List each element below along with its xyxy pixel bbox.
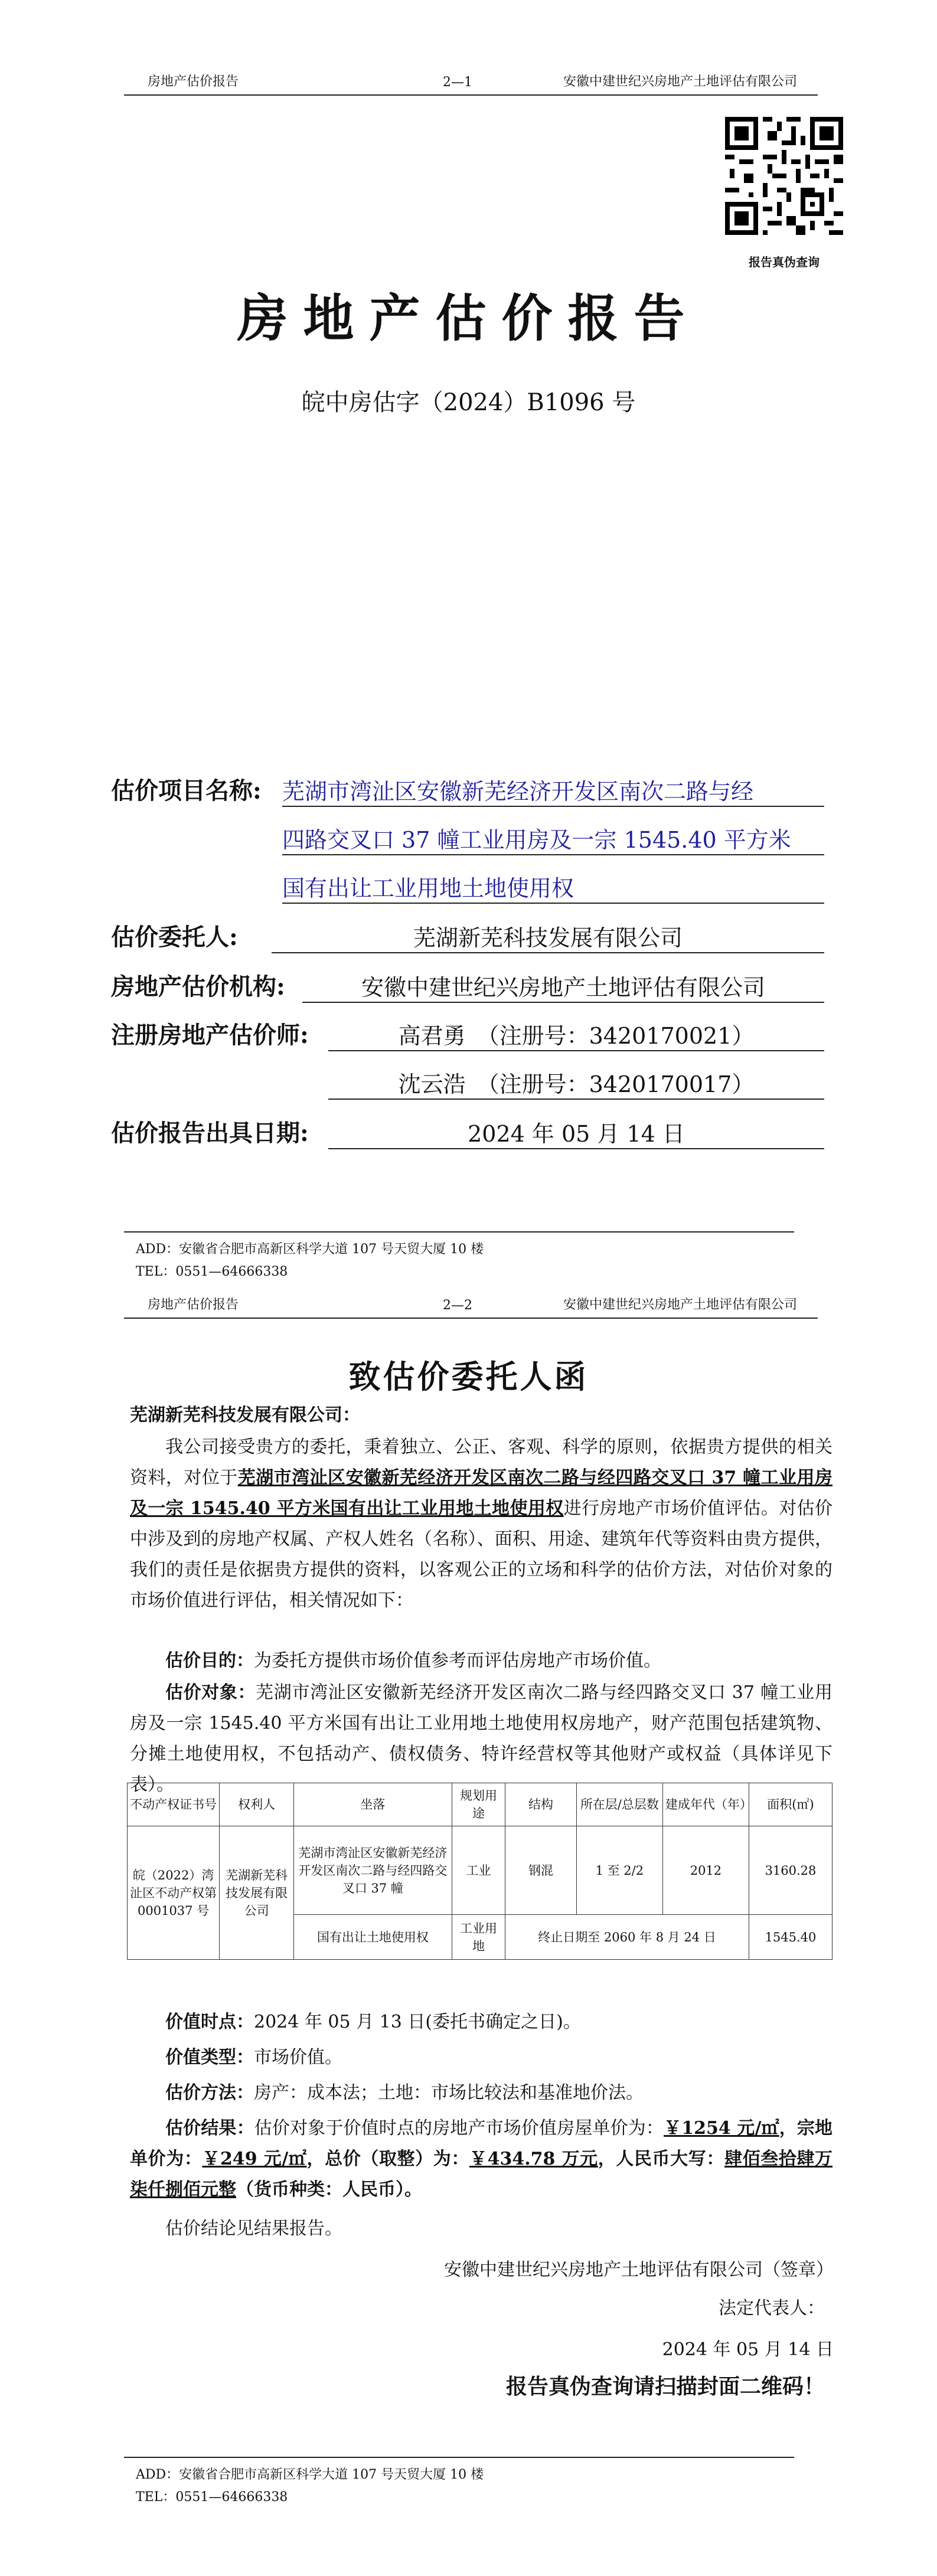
th-floor: 所在层/总层数 [576, 1783, 662, 1826]
header-company: 安徽中建世纪兴房地产土地评估有限公司 [563, 1297, 797, 1312]
th-cert: 不动产权证书号 [128, 1783, 220, 1826]
cell-cert: 皖（2022）湾沚区不动产权第0001037 号 [128, 1826, 220, 1960]
cell-structure: 钢混 [505, 1826, 577, 1915]
value-time-label: 价值时点： [165, 2012, 254, 2032]
agency-value: 安徽中建世纪兴房地产土地评估有限公司 [302, 969, 824, 1003]
th-structure: 结构 [505, 1783, 577, 1826]
th-use: 规划用途 [452, 1783, 505, 1826]
result-label: 估价结果： [165, 2118, 254, 2139]
cell-use: 工业 [452, 1826, 505, 1915]
report-title: 房地产估价报告 [237, 289, 700, 348]
signature-representative: 法定代表人： [719, 2298, 825, 2319]
footer-divider [124, 1231, 794, 1233]
result-text-d: ，人民币大写： [598, 2149, 724, 2169]
table-row [128, 1826, 832, 1915]
cell-location: 国有出让土地使用权 [294, 1915, 452, 1960]
footer-divider [124, 2457, 794, 2458]
addressee: 芜湖新芜科技发展有限公司： [130, 1405, 360, 1426]
footer-address [136, 1238, 484, 1283]
land-unit-price: ￥249 元/㎡ [202, 2149, 307, 2169]
footer-tel-text: TEL：0551—64666338 [136, 1264, 288, 1279]
project-name-line-1: 芜湖市湾沚区安徽新芜经济开发区南次二路与经 [282, 773, 824, 807]
page-header [124, 1282, 818, 1319]
th-year: 建成年代（年） [662, 1783, 749, 1826]
qr-code-icon[interactable] [725, 117, 843, 235]
result-text-b: ，宗地单价为： [130, 2118, 833, 2169]
table-header-row [128, 1783, 832, 1826]
page-header [124, 59, 818, 96]
footer-address [136, 2464, 484, 2509]
header-left-text: 房地产估价报告 [148, 74, 239, 89]
object-paragraph [130, 1678, 832, 1800]
project-name-line-3: 国有出让工业用地土地使用权 [282, 870, 824, 904]
intro-text-a: 我公司接受贵方的委托，秉着独立、公正、客观、科学的原则，依据贵方提供的相关资料，对位于 [130, 1437, 832, 1488]
purpose-text: 为委托方提供市场价值参考而评估房地产市场价值。 [254, 1650, 661, 1671]
value-type-text: 市场价值。 [254, 2047, 342, 2068]
th-owner: 权利人 [220, 1783, 294, 1826]
result-text-c: ，总价（取整）为： [306, 2149, 469, 2169]
object-text: 芜湖市湾沚区安徽新芜经济开发区南次二路与经四路交叉口 37 幢工业用房及一宗 1545.40 平方米国有出让工业用地土地使用权房地产，财产范围包括建筑物、分摊土地使用权，不包括动产、债权债务、特许经营权等其他财产或权益（具体详见下表）。 [130, 1682, 833, 1795]
total-price-words: 肆佰叁拾肆万柒仟捌佰元整 [130, 2149, 833, 2200]
appraiser-1: 高君勇 （注册号：3420170021） [328, 1018, 824, 1051]
house-unit-price: ￥1254 元/㎡ [664, 2118, 779, 2139]
header-page-number: 2—2 [443, 1298, 472, 1313]
agency-label: 房地产估价机构: [111, 973, 285, 1001]
footer-addr-text: ADD：安徽省合肥市高新区科学大道 107 号天贸大厦 10 楼 [136, 1242, 484, 1257]
object-label: 估价对象： [165, 1682, 256, 1703]
cell-term: 终止日期至 2060 年 8 月 24 日 [505, 1915, 749, 1960]
value-time-text: 2024 年 05 月 13 日(委托书确定之日)。 [254, 2012, 581, 2032]
method-label: 估价方法： [165, 2083, 254, 2103]
project-name-line-2: 四路交叉口 37 幢工业用房及一宗 1545.40 平方米 [282, 822, 824, 855]
cell-use: 工业用地 [452, 1915, 505, 1960]
signature-date: 2024 年 05 月 14 日 [662, 2339, 834, 2360]
result-text-a: 估价对象于价值时点的房地产市场价值房屋单价为： [254, 2118, 664, 2139]
purpose-paragraph [130, 1646, 832, 1676]
cell-area: 3160.28 [749, 1826, 832, 1915]
footer-tel-text: TEL：0551—64666338 [136, 2490, 288, 2505]
signature-company: 安徽中建世纪兴房地产土地评估有限公司（签章） [444, 2260, 834, 2280]
value-type-paragraph [130, 2042, 832, 2073]
footer-addr-text: ADD：安徽省合肥市高新区科学大道 107 号天贸大厦 10 楼 [136, 2467, 484, 2482]
intro-paragraph [130, 1432, 832, 1616]
result-paragraph [130, 2113, 832, 2205]
report-date-label: 估价报告出具日期: [111, 1119, 309, 1147]
document-number: 皖中房估字（2024）B1096 号 [301, 389, 636, 416]
client-label: 估价委托人: [111, 923, 238, 951]
header-company: 安徽中建世纪兴房地产土地评估有限公司 [563, 74, 797, 89]
cell-area: 1545.40 [749, 1915, 832, 1960]
intro-text-object: 芜湖市湾沚区安徽新芜经济开发区南次二路与经四路交叉口 37 幢工业用房及一宗 1545.40 平方米国有出让工业用地土地使用权 [130, 1467, 833, 1519]
total-price: ￥434.78 万元 [469, 2149, 598, 2169]
appraiser-label: 注册房地产估价师: [111, 1021, 309, 1049]
qr-caption: 报告真伪查询 [749, 255, 820, 269]
header-left-text: 房地产估价报告 [148, 1297, 239, 1312]
intro-text-c: 进行房地产市场价值评估。对估价中涉及到的房地产权属、产权人姓名（名称）、面积、用途、建筑年代等资料由贵方提供，我们的责任是依据贵方提供的资料，以客观公正的立场和科学的估价方法，对估价对象的市场价值进行评估，相关情况如下： [130, 1498, 833, 1611]
method-paragraph [130, 2078, 832, 2108]
letter-title: 致估价委托人函 [348, 1358, 589, 1395]
result-text-e: （货币种类：人民币）。 [236, 2179, 422, 2200]
value-time-paragraph [130, 2007, 832, 2038]
conclusion-paragraph: 估价结论见结果报告。 [165, 2218, 342, 2239]
purpose-label: 估价目的： [165, 1650, 254, 1671]
verify-notice: 报告真伪查询请扫描封面二维码！ [505, 2374, 825, 2399]
project-name-label: 估价项目名称: [111, 777, 262, 805]
property-table [127, 1783, 832, 1960]
report-date-value: 2024 年 05 月 14 日 [328, 1116, 824, 1149]
cell-year: 2012 [662, 1826, 749, 1915]
cell-floor: 1 至 2/2 [576, 1826, 662, 1915]
cell-owner: 芜湖新芜科技发展有限公司 [220, 1826, 294, 1960]
cell-location: 芜湖市湾沚区安徽新芜经济开发区南次二路与经四路交叉口 37 幢 [294, 1826, 452, 1915]
client-value: 芜湖新芜科技发展有限公司 [272, 920, 824, 953]
method-text: 房产：成本法；土地：市场比较法和基准地价法。 [254, 2083, 644, 2103]
header-page-number: 2—1 [443, 75, 472, 90]
th-location: 坐落 [294, 1783, 452, 1826]
th-area: 面积(㎡) [749, 1783, 832, 1826]
appraiser-2: 沈云浩 （注册号：3420170017） [328, 1066, 824, 1100]
value-type-label: 价值类型： [165, 2047, 254, 2068]
